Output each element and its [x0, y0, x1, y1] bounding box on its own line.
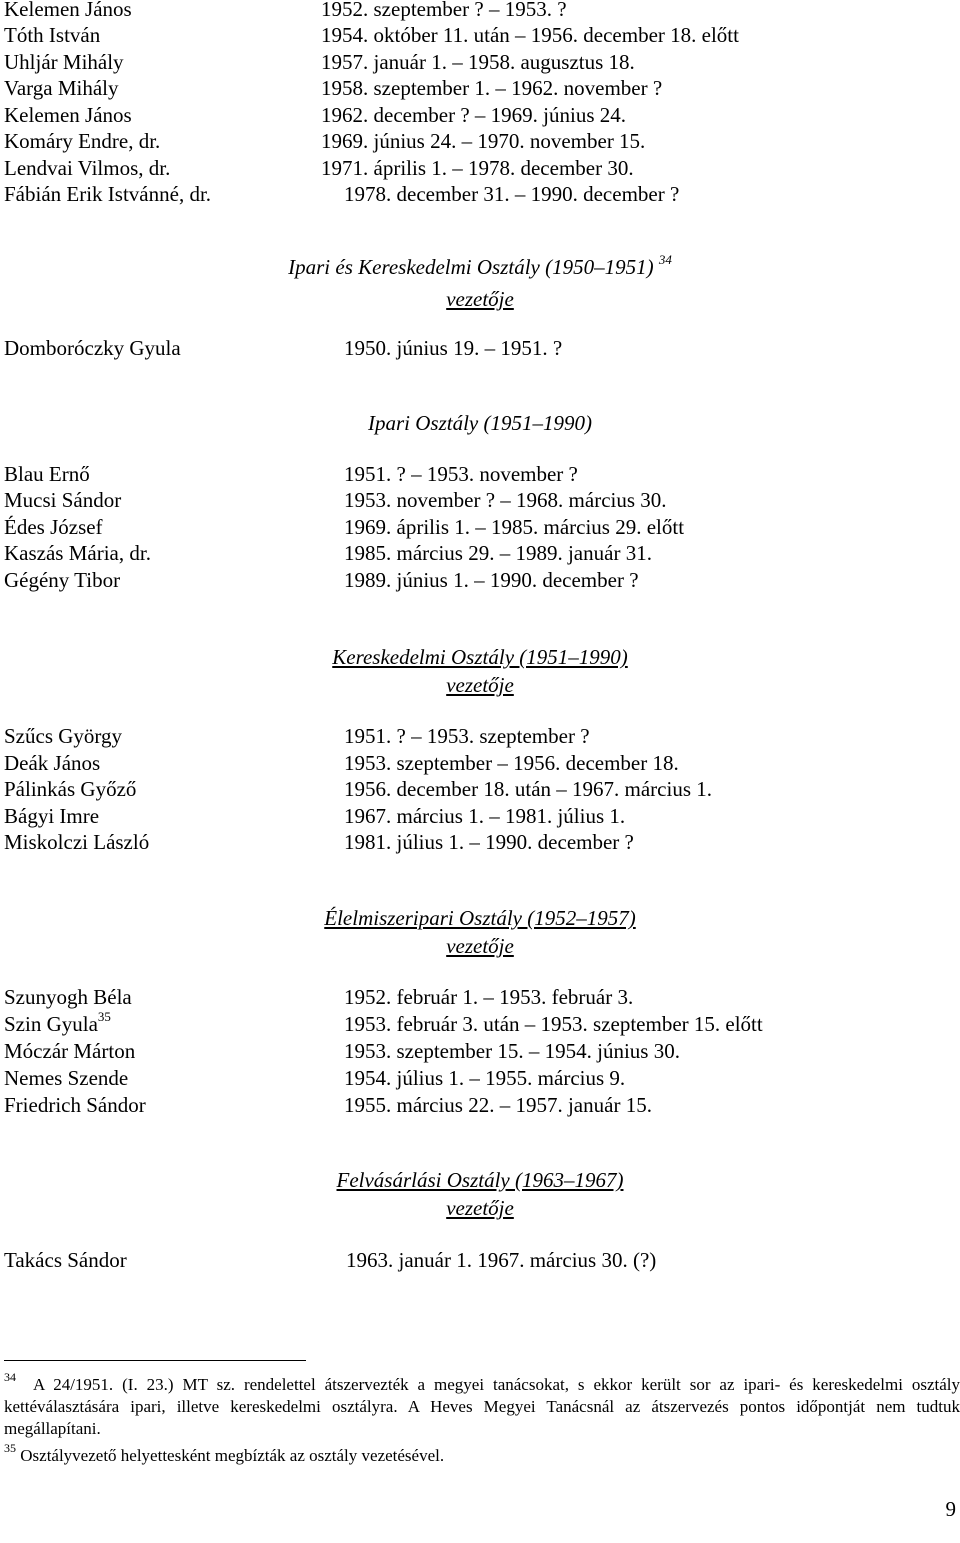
- tenure-dates: 1969. június 24. – 1970. november 15.: [321, 129, 646, 153]
- tenure-dates: 1989. június 1. – 1990. december ?: [344, 568, 639, 592]
- tenure-dates: 1951. ? – 1953. szeptember ?: [344, 724, 590, 748]
- footnote: [4, 1370, 960, 1440]
- tenure-dates: 1956. december 18. után – 1967. március 1.: [344, 777, 712, 801]
- tenure-dates: 1962. december ? – 1969. június 24.: [321, 103, 627, 127]
- footnote-number: 35: [4, 1441, 16, 1456]
- tenure-dates: 1952. szeptember ? – 1953. ?: [321, 0, 567, 21]
- person-name: Takács Sándor: [4, 1248, 127, 1272]
- person-name: Domboróczky Gyula: [4, 336, 181, 360]
- section-subtitle: vezetője: [446, 287, 514, 311]
- person-name: Deák János: [4, 751, 101, 775]
- person-name: Bágyi Imre: [4, 804, 100, 828]
- person-name: Miskolczi László: [4, 830, 150, 854]
- person-name: Édes József: [4, 515, 103, 539]
- section-title: Kereskedelmi Osztály (1951–1990): [332, 645, 628, 669]
- footnote-ref: 35: [97, 1009, 111, 1024]
- tenure-dates: 1953. szeptember – 1956. december 18.: [344, 751, 679, 775]
- section-subtitle: vezetője: [446, 1196, 514, 1220]
- section-subtitle: vezetője: [446, 673, 514, 697]
- person-name: Szűcs György: [4, 724, 123, 748]
- tenure-dates: 1981. július 1. – 1990. december ?: [344, 830, 634, 854]
- person-name: Szunyogh Béla: [4, 985, 132, 1009]
- tenure-dates: 1950. június 19. – 1951. ?: [344, 336, 563, 360]
- tenure-dates: 1963. január 1. 1967. március 30. (?): [346, 1248, 657, 1272]
- section-title: Ipari Osztály (1951–1990): [368, 411, 592, 435]
- person-name: Mucsi Sándor: [4, 488, 122, 512]
- person-name: Kelemen János: [4, 0, 132, 21]
- person-name: Friedrich Sándor: [4, 1093, 146, 1117]
- footnote-text: Osztályvezető helyettesként megbízták az osztály vezetésével.: [20, 1446, 445, 1465]
- tenure-dates: 1955. március 22. – 1957. január 15.: [344, 1093, 652, 1117]
- person-name: Uhljár Mihály: [4, 50, 124, 74]
- footnote-number: 34: [4, 1370, 16, 1385]
- section-title: Ipari és Kereskedelmi Osztály (1950–1951) $^{34}$: [288, 252, 672, 279]
- section-title: Élelmiszeripari Osztály (1952–1957): [324, 906, 636, 930]
- person-name: Móczár Márton: [4, 1039, 136, 1063]
- person-name: Tóth István: [4, 23, 101, 47]
- page-number: 9: [945, 1497, 956, 1521]
- person-name: Komáry Endre, dr.: [4, 129, 161, 153]
- tenure-dates: 1954. október 11. után – 1956. december 18. előtt: [321, 23, 739, 47]
- footnote-divider: [4, 1360, 306, 1361]
- tenure-dates: 1951. ? – 1953. november ?: [344, 462, 578, 486]
- person-name: Pálinkás Győző: [4, 777, 137, 801]
- tenure-dates: 1953. november ? – 1968. március 30.: [344, 488, 667, 512]
- tenure-dates: 1952. február 1. – 1953. február 3.: [344, 985, 634, 1009]
- footnote-text: A 24/1951. (I. 23.) MT sz. rendelettel átszervezték a megyei tanácsokat, s ekkor került sor az ipari- és kereskedelmi osztály kettéválasztására ipari, illetve kereskedelmi osztályra. A Heves Megyei Tanácsnál az átszervezés pontos időpontját nem tudtuk megállapítani.: [4, 1375, 960, 1438]
- tenure-dates: 1978. december 31. – 1990. december ?: [344, 182, 680, 206]
- tenure-dates: 1985. március 29. – 1989. január 31.: [344, 541, 652, 565]
- person-name: Kelemen János: [4, 103, 132, 127]
- section-title: Felvásárlási Osztály (1963–1967): [336, 1168, 624, 1192]
- tenure-dates: 1954. július 1. – 1955. március 9.: [344, 1066, 626, 1090]
- section-subtitle: vezetője: [446, 934, 514, 958]
- person-name: Kaszás Mária, dr.: [4, 541, 151, 565]
- footnote-ref: 34: [658, 252, 672, 267]
- person-name: Gégény Tibor: [4, 568, 121, 592]
- person-name: Fábián Erik Istvánné, dr.: [4, 182, 212, 206]
- footnote: [4, 1441, 960, 1467]
- tenure-dates: 1958. szeptember 1. – 1962. november ?: [321, 76, 663, 100]
- person-name: Blau Ernő: [4, 462, 90, 486]
- person-name: Szin Gyula$^{35}$: [4, 1009, 111, 1036]
- tenure-dates: 1969. április 1. – 1985. március 29. előtt: [344, 515, 685, 539]
- person-name: Nemes Szende: [4, 1066, 129, 1090]
- tenure-dates: 1953. február 3. után – 1953. szeptember 15. előtt: [344, 1012, 763, 1036]
- tenure-dates: 1967. március 1. – 1981. július 1.: [344, 804, 626, 828]
- person-name: Lendvai Vilmos, dr.: [4, 156, 171, 180]
- tenure-dates: 1953. szeptember 15. – 1954. június 30.: [344, 1039, 680, 1063]
- tenure-dates: 1957. január 1. – 1958. augusztus 18.: [321, 50, 635, 74]
- tenure-dates: 1971. április 1. – 1978. december 30.: [321, 156, 634, 180]
- person-name: Varga Mihály: [4, 76, 119, 100]
